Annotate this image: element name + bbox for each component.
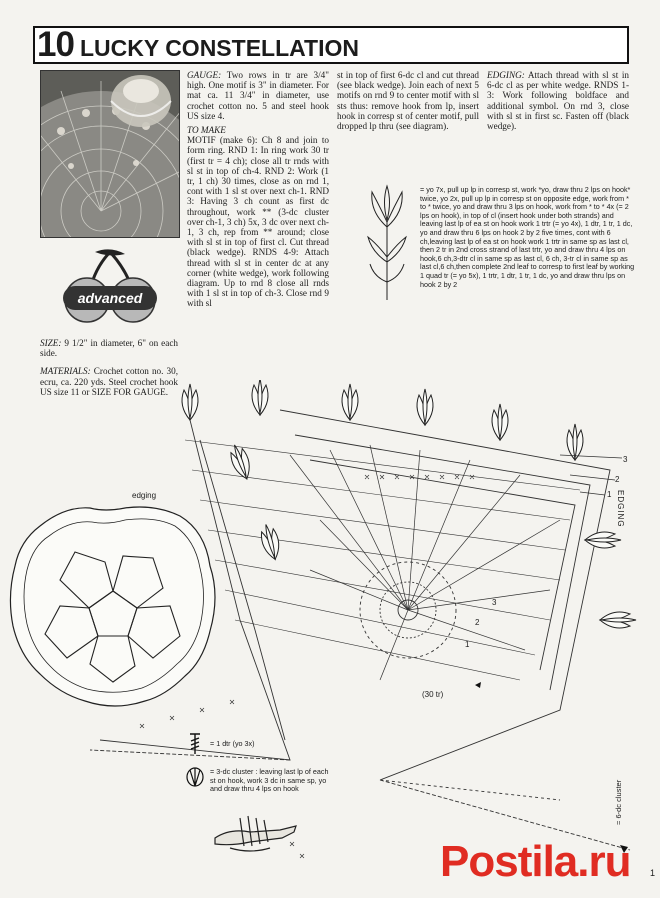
size-label: SIZE: xyxy=(40,338,62,348)
edging-round-3-label: 3 xyxy=(623,455,628,464)
inner-round-3-label: 3 xyxy=(492,598,497,607)
page-number: 1 xyxy=(650,868,656,878)
inner-round-2-label: 2 xyxy=(475,618,480,627)
edging-vertical-label: EDGING xyxy=(616,490,625,528)
doily-photo xyxy=(40,70,180,238)
pattern-title: LUCKY CONSTELLATION xyxy=(80,35,359,61)
leaf-flower-symbol-description: = yo 7x, pull up lp in corresp st, work *yo, draw thru 2 lps on hook* twice, yo 2x, pull up lp in corresp st on opposite edge, work from * to * twice, yo and draw thru 3 lps on hook, work from * to * 4x (= 2 lps on hook), in top of cl (insert hook under both strands) and leaving last lp of ea st on hook work 1 trtr (= yo 4x), 1 dtr, 1 tr, 1 dc, yo and draw thru 6 lps on hook 2 by 2 five times, cont with 6 ch,leaving last lp of ea st on hook work 1 trtr in same sp as last cl, then 2 tr in 2nd cross strand of last trtr, yo and draw thru 4 lps on hook,6 ch,3-dtr cl in same sp as last cl, 6 ch, 3-tr cl in same sp as last cl,6 ch,then complete 2nd leaf to corresp to first leaf by working 1 quad tr (= yo 5x), 1 trtr, 1 dtr, 1 tr, 1 dc, yo and draw thru lps on hook 2 by 2 xyxy=(420,185,635,289)
crochet-chart-diagram xyxy=(80,380,640,880)
cluster-symbol xyxy=(185,766,205,788)
edging-round-1-label: 1 xyxy=(607,490,612,499)
center-stitch-count-label: (30 tr) xyxy=(422,690,444,699)
six-dc-cluster-label: = 6-dc cluster xyxy=(614,779,623,825)
dtr-symbol xyxy=(188,733,202,755)
column-4 xyxy=(487,70,629,134)
inner-round-1-label: 1 xyxy=(465,640,470,649)
edging-label: EDGING: xyxy=(487,70,525,80)
watermark: Postila.ru xyxy=(440,837,631,886)
difficulty-badge: advanced xyxy=(77,290,143,306)
motif-instructions: MOTIF (make 6): Ch 8 and join to form ring. RND 1: In ring work 30 tr (first tr = 4 ch); close all tr rnds with sl st in top of ch-4. RND 2: Work (1 tr, 1 ch) 30 times, close as on rnd 1, cont with 1 sl st over next ch-1. RND 3: Having 3 ch count as first dc throughout, work ** (3-dc cluster over ch-1, 3 ch) 5x, 3 dc over next ch-1, 3 ch, rep from ** around; close with sl st in top of first cl. Cut thread (black wedge). RNDS 4-9: Attach thread with sl st in center dc at any corner (white wedge), work following diagram. Up to rnd 8 close all rnds with 1 sl st in top of ch-3. Close rnd 9 with sl xyxy=(187,135,329,309)
gauge-text: Two rows in tr are 3/4" high. One motif is 3" in diameter. For mat ca. 11 3/4" in diameter, use crochet cotton no. 5 and steel hook US size 4. xyxy=(187,70,329,121)
edging-round-2-label: 2 xyxy=(615,475,620,484)
materials-label: MATERIALS: xyxy=(40,366,91,377)
cluster-symbol-description: = 3-dc cluster : leaving last lp of each st on hook, work 3 dc in same sp, yo and draw thru 4 lps on hook xyxy=(210,767,329,794)
difficulty-cherries-graphic xyxy=(55,248,165,328)
leaf-flower-symbol xyxy=(362,182,412,302)
hook-technique-illustration xyxy=(210,808,300,856)
dtr-symbol-description: = 1 dtr (yo 3x) xyxy=(210,739,255,748)
size-text: 9 1/2" in diameter, 6" on each side. xyxy=(40,338,178,359)
edging-text: Attach thread with sl st in 6-dc cl as per white wedge. RNDS 1-3: Work following boldface and additional symbol. On rnd 3, close with sl st in first sc. Fasten off (black wedge). xyxy=(487,70,629,132)
joining-instructions: st in top of first 6-dc cl and cut thread (see black wedge). Join each of next 5 motifs on rnd 9 to center motif with sl sts thus: remove hook from lp, insert hook in corresp st of center motif, pull dropped lp thru (see diagram). xyxy=(337,70,479,132)
pattern-number: 10 xyxy=(37,25,74,64)
to-make-heading: TO MAKE xyxy=(187,125,226,136)
column-3 xyxy=(337,70,479,134)
column-2 xyxy=(187,70,329,312)
edging-small-label: edging xyxy=(132,491,157,500)
gauge-label: GAUGE: xyxy=(187,70,222,80)
materials-text: Crochet cotton no. 30, ecru, ca. 220 yds. Steel crochet hook US size 11 or SIZE FOR GAUGE. xyxy=(40,366,178,397)
